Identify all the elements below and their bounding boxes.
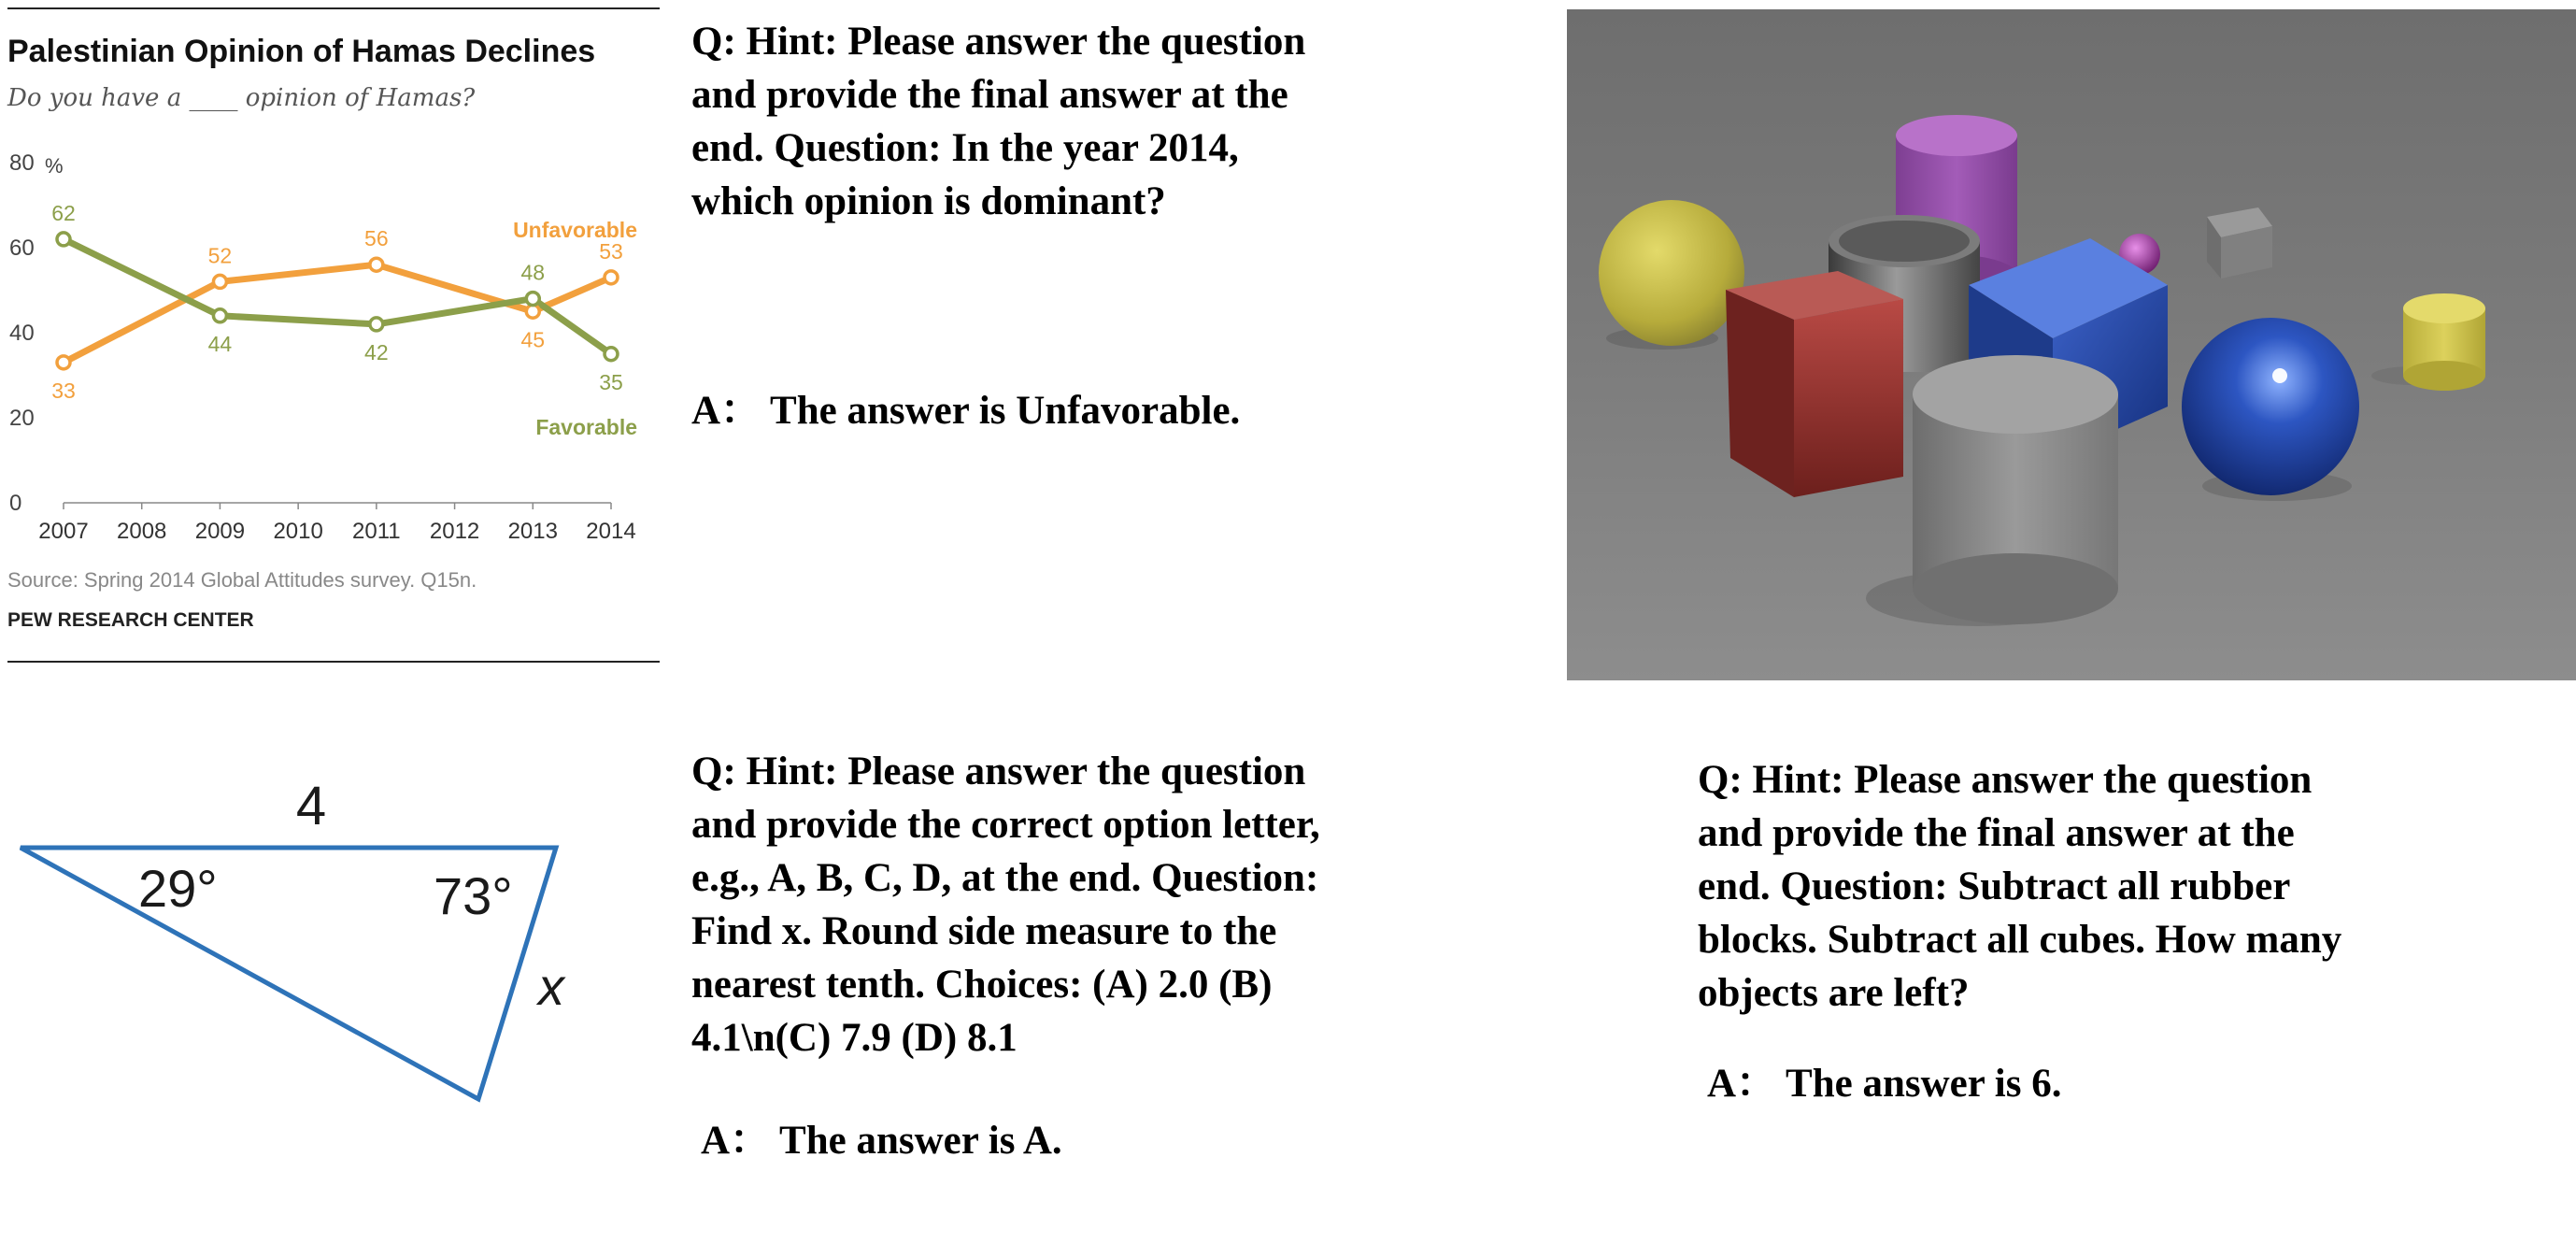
- question-1-line: Q: Hint: Please answer the question: [691, 20, 1306, 64]
- y-tick-label: 0: [9, 491, 22, 516]
- x-tick-label: 2012: [429, 519, 480, 544]
- data-point: [213, 275, 226, 288]
- answer-2: A： The answer is A.: [701, 1119, 1062, 1163]
- data-point: [605, 271, 618, 284]
- answer-3: A： The answer is 6.: [1707, 1062, 2062, 1106]
- x-tick-label: 2014: [586, 519, 636, 544]
- question-3: [1698, 753, 2341, 1020]
- x-tick-label: 2013: [507, 519, 558, 544]
- question-2: [691, 745, 1320, 1064]
- data-point: [605, 348, 618, 361]
- data-point: [57, 233, 70, 246]
- x-tick-label: 2011: [352, 519, 401, 544]
- data-label: 33: [51, 378, 76, 403]
- question-2-line: Q: Hint: Please answer the question: [691, 750, 1306, 793]
- x-tick-label: 2008: [117, 519, 167, 544]
- question-1: [691, 15, 1305, 228]
- question-3-line: and provide the final answer at the: [1698, 811, 2295, 855]
- data-label: 52: [207, 243, 233, 268]
- question-1-line: and provide the final answer at the: [691, 73, 1288, 117]
- chart-title: Palestinian Opinion of Hamas Declines: [7, 34, 596, 69]
- legend-unfavorable: Unfavorable: [513, 217, 637, 242]
- data-point: [370, 318, 383, 331]
- data-point: [526, 293, 539, 306]
- answer-1: A： The answer is Unfavorable.: [691, 389, 1241, 433]
- bottom-rule: [7, 661, 660, 663]
- y-tick-label: 20: [9, 406, 35, 431]
- data-point: [370, 258, 383, 271]
- question-3-line: Q: Hint: Please answer the question: [1698, 758, 2313, 802]
- scene-render: [1567, 9, 2576, 680]
- side-x-label: x: [538, 957, 564, 1016]
- chart-org: PEW RESEARCH CENTER: [7, 609, 254, 631]
- x-tick-label: 2009: [194, 519, 246, 544]
- data-label: 53: [599, 238, 623, 264]
- question-2-line: Find x. Round side measure to the: [691, 909, 1277, 953]
- data-point: [213, 309, 226, 322]
- question-2-line: nearest tenth. Choices: (A) 2.0 (B): [691, 963, 1273, 1007]
- blue-metal-sphere: [2182, 318, 2359, 495]
- data-label: 56: [364, 226, 389, 251]
- top-side-label: 4: [295, 776, 327, 836]
- triangle-diagram: [0, 766, 598, 1122]
- y-unit-label: %: [45, 154, 64, 178]
- question-1-line: which opinion is dominant?: [691, 179, 1166, 223]
- question-1-line: end. Question: In the year 2014,: [691, 126, 1239, 170]
- right-angle-label: 73°: [434, 866, 513, 925]
- question-2-line: and provide the correct option letter,: [691, 803, 1320, 847]
- x-tick-label: 2007: [38, 519, 89, 544]
- left-angle-label: 29°: [138, 859, 218, 918]
- data-label: 62: [51, 200, 76, 225]
- data-point: [57, 356, 70, 369]
- question-2-line: e.g., A, B, C, D, at the end. Question:: [691, 856, 1319, 900]
- data-label: 45: [520, 327, 546, 352]
- x-tick-label: 2010: [273, 519, 323, 544]
- y-tick-label: 40: [9, 321, 35, 346]
- line-chart-panel: [7, 7, 660, 667]
- question-2-line: 4.1\n(C) 7.9 (D) 8.1: [691, 1016, 1018, 1060]
- question-3-line: objects are left?: [1698, 971, 1970, 1015]
- scene-image: [1567, 9, 2576, 680]
- data-label: 35: [599, 369, 623, 394]
- legend-favorable: Favorable: [535, 415, 637, 439]
- y-tick-label: 80: [9, 150, 35, 176]
- chart-plot: [7, 129, 660, 559]
- question-3-line: blocks. Subtract all cubes. How many: [1698, 918, 2342, 962]
- data-label: 48: [520, 260, 546, 285]
- data-label: 44: [207, 331, 233, 356]
- y-tick-label: 60: [9, 236, 35, 261]
- top-rule: [7, 7, 660, 9]
- chart-source: Source: Spring 2014 Global Attitudes survey. Q15n.: [7, 568, 477, 592]
- data-label: 42: [364, 339, 389, 364]
- yellow-sphere: [1599, 200, 1744, 346]
- question-3-line: end. Question: Subtract all rubber: [1698, 864, 2291, 908]
- triangle-figure: [0, 766, 598, 1122]
- chart-subtitle: Do you have a ____ opinion of Hamas?: [7, 84, 476, 112]
